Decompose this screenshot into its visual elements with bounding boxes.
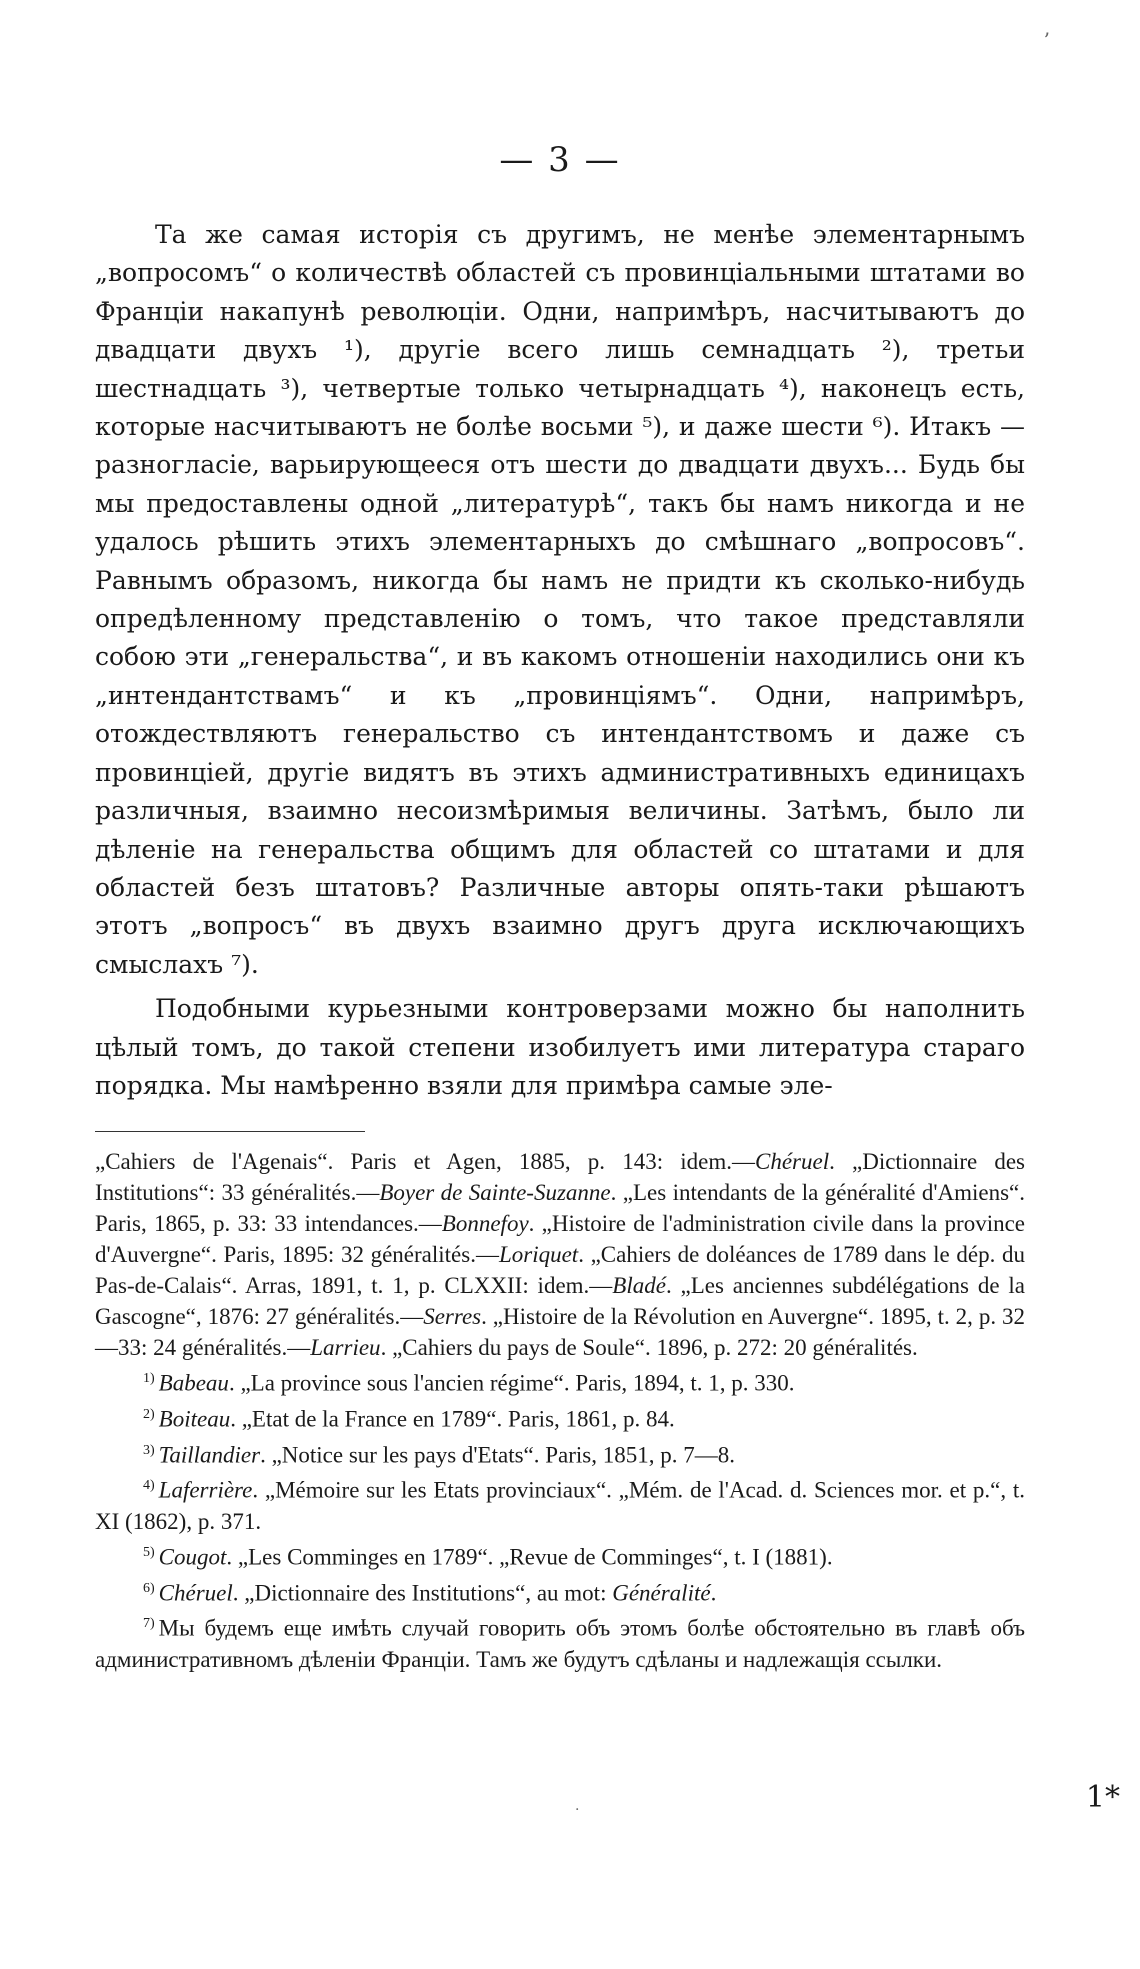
- author-name: Serres: [423, 1304, 482, 1330]
- citation-text: . „Dictionnaire des Institutions“, au mot:: [232, 1580, 613, 1606]
- author-name: Larrieu: [310, 1335, 381, 1361]
- footnote-marker: 7): [143, 1616, 155, 1632]
- citation-text: . „Cahiers du pays de Soule“. 1896, p. 272: 20 généralités.: [380, 1335, 918, 1361]
- citation-text: . „La province sous l'ancien régime“. Paris, 1894, t. 1, p. 330.: [228, 1371, 795, 1396]
- footnote-marker: 4): [143, 1478, 155, 1494]
- footnote-marker: 1): [143, 1371, 155, 1387]
- citation-text: . „Etat de la France en 1789“. Paris, 1861, p. 84.: [230, 1406, 675, 1432]
- footnote-6: [95, 1573, 1025, 1609]
- citation-text: . „Dictionnaire des Institutions“: 33 généralités.—: [95, 1149, 1026, 1206]
- citation-text: .: [710, 1580, 717, 1606]
- author-name: Boyer de Sainte-Suzanne: [379, 1180, 611, 1206]
- footnotes: [95, 1146, 1025, 1675]
- footnote-marker: 3): [143, 1442, 155, 1458]
- citation-text: . „Notice sur les pays d'Etats“. Paris, 1851, p. 7—8.: [260, 1442, 736, 1468]
- footnote-7: [95, 1608, 1025, 1675]
- paragraph-2: Подобными курьезными контроверзами можно бы наполнить цѣлый томъ, до такой степени изобилуетъ ими литература стараго порядка. Мы намѣренно взяли для примѣра самые эле-: [95, 994, 1025, 1100]
- footnote-3: [95, 1435, 1025, 1471]
- author-name: Babeau: [158, 1371, 229, 1396]
- citation-text: „Cahiers de l'Agenais“. Paris et Agen, 1885, p. 143: idem.—: [95, 1149, 755, 1175]
- author-name: Boiteau: [158, 1406, 231, 1432]
- footnote-1: [95, 1363, 1025, 1399]
- author-name: Généralité: [612, 1580, 711, 1606]
- corner-mark: ’: [1043, 28, 1050, 52]
- author-name: Bonnefoy: [441, 1211, 529, 1237]
- author-name: Chéruel: [755, 1149, 830, 1175]
- citation-text: . „Les anciennes subdélégations de la Gascogne“, 1876: 27 généralités.—: [95, 1273, 1025, 1330]
- footnote-4: [95, 1470, 1025, 1537]
- citation-text: . „Histoire de l'administration civile dans la province d'Auvergne“. Paris, 1895: 32 généralités.—: [95, 1211, 1025, 1268]
- footnote-continued: [95, 1146, 1025, 1363]
- author-name: Loriquet: [498, 1242, 579, 1268]
- footnote-marker: 6): [143, 1580, 155, 1596]
- footnote-2: [95, 1399, 1025, 1435]
- signature-mark: 1*: [1085, 1780, 1120, 1815]
- citation-text: . „Mémoire sur les Etats provinciaux“. „Mém. de l'Acad. d. Sciences mor. et p.“, t. XI (1862), p. 371.: [95, 1477, 1025, 1534]
- citation-text: . „Histoire de la Révolution en Auvergne“. 1895, t. 2, p. 32—33: 24 généralités.—: [95, 1304, 1025, 1361]
- author-name: Taillandier: [158, 1442, 261, 1468]
- author-name: Bladé: [612, 1273, 666, 1299]
- author-name: Cougot: [158, 1544, 227, 1570]
- citation-text: . „Les Comminges en 1789“. „Revue de Comminges“, t. I (1881).: [226, 1544, 833, 1570]
- citation-text: . „Les intendants de la généralité d'Amiens“. Paris, 1865, p. 33: 33 intendances.—: [95, 1180, 1026, 1237]
- footnote-list: [95, 1363, 1025, 1675]
- main-text: [95, 216, 1025, 1105]
- footnote-5: [95, 1537, 1025, 1573]
- bottom-dot: ·: [575, 1802, 580, 1818]
- author-name: Laferrière: [158, 1477, 253, 1503]
- author-name: Chéruel: [158, 1580, 233, 1606]
- citation-text: . „Cahiers de doléances de 1789 dans le dép. du Pas-de-Calais“. Arras, 1891, t. 1, p. CLXXII: idem.—: [95, 1242, 1025, 1299]
- page: [95, 140, 1025, 1675]
- paragraph-1: Та же самая исторія съ другимъ, не менѣе элементарнымъ „вопросомъ“ о количествѣ областей съ провинціальными штатами во Франціи накапунѣ революціи. Одни, напримѣръ, насчитываютъ до двадцати двухъ ¹), другіе всего лишь семнадцать ²), третьи шестнадцать ³), четвертые только четырнадцать ⁴), наконецъ есть, которые насчитываютъ не болѣе восьми ⁵), и даже шести ⁶). Итакъ — разногласіе, варьирующееся отъ шести до двадцати двухъ... Будь бы мы предоставлены одной „литературѣ“, такъ бы намъ никогда и не удалось рѣшить этихъ элементарныхъ до смѣшнаго „вопросовъ“. Равнымъ образомъ, никогда бы намъ не придти къ сколько-нибудь опредѣленному представленію о томъ, что такое представляли собою эти „генеральства“, и въ какомъ отношеніи находились они къ „интендантствамъ“ и къ „провинціямъ“. Одни, напримѣръ, отождествляютъ генеральство съ интендантствомъ и даже съ провинціей, другіе видятъ въ этихъ административныхъ единицахъ различныя, взаимно несоизмѣримыя величины. Затѣмъ, было ли дѣленіе на генеральства общимъ для областей со штатами и для областей безъ штатовъ? Различные авторы опять-таки рѣшаютъ этотъ „вопросъ“ въ двухъ взаимно другъ друга исключающихъ смыслахъ ⁷).: [95, 220, 1025, 979]
- footnote-marker: 2): [143, 1407, 155, 1422]
- citation-text: Мы будемъ еще имѣть случай говорить объ этомъ болѣе обстоятельно въ главѣ объ административномъ дѣленіи Франціи. Тамъ же будутъ сдѣланы и надлежащія ссылки.: [95, 1615, 1025, 1672]
- footnote-rule: [95, 1131, 365, 1132]
- page-number: — 3 —: [499, 140, 621, 180]
- footnote-marker: 5): [143, 1544, 155, 1560]
